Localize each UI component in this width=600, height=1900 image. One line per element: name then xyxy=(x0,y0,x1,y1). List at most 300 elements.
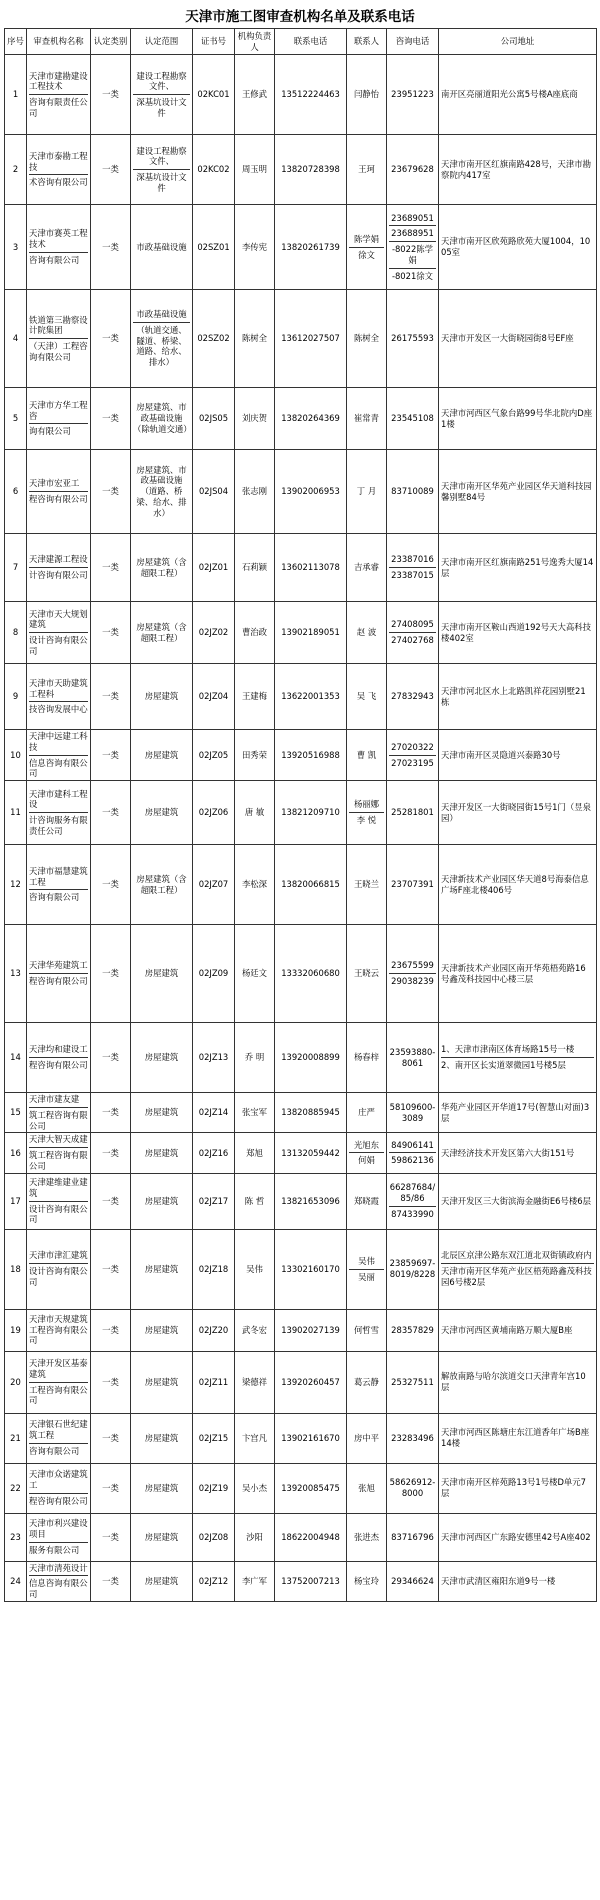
phone-number: 13820885945 xyxy=(275,1093,347,1133)
contact-name xyxy=(347,925,387,1023)
org-name xyxy=(27,55,91,135)
org-name xyxy=(27,1173,91,1229)
org-name-line: 天津市津汇建筑 xyxy=(29,1250,88,1261)
row-number: 20 xyxy=(5,1351,27,1413)
scope-line: 房屋建筑 xyxy=(144,1052,179,1063)
leader-name: 曹治政 xyxy=(235,602,275,664)
contact-name-line: 房中平 xyxy=(353,1432,380,1443)
contact-name xyxy=(347,1413,387,1463)
consult-phone xyxy=(387,534,439,602)
consult-phone-line: 58109600-3089 xyxy=(389,1101,436,1123)
leader-name: 张宝军 xyxy=(235,1093,275,1133)
contact-name xyxy=(347,602,387,664)
consult-phone-line: 28357829 xyxy=(391,1324,434,1335)
org-name xyxy=(27,925,91,1023)
address-line: 1、天津市津南区体育场路15号一楼 xyxy=(441,1044,575,1055)
cert-number: 02JZ14 xyxy=(193,1093,235,1133)
org-name-line: 咨询有限公司 xyxy=(29,889,88,903)
consult-phone-line: 87433990 xyxy=(389,1206,436,1220)
scope xyxy=(131,135,193,205)
address xyxy=(439,664,597,730)
consult-phone-line: 66287684/85/86 xyxy=(389,1182,436,1204)
address xyxy=(439,781,597,845)
category: 一类 xyxy=(91,664,131,730)
address xyxy=(439,845,597,925)
org-name xyxy=(27,1463,91,1513)
leader-name: 武冬宏 xyxy=(235,1309,275,1351)
consult-phone xyxy=(387,55,439,135)
row-number: 13 xyxy=(5,925,27,1023)
org-name-line: 信息咨询有限公司 xyxy=(29,755,88,780)
scope-line: 房屋建筑 xyxy=(144,968,179,979)
org-name-line: 天津市建友建 xyxy=(29,1094,80,1104)
category: 一类 xyxy=(91,1229,131,1309)
cert-number: 02JZ20 xyxy=(193,1309,235,1351)
address xyxy=(439,1023,597,1093)
category: 一类 xyxy=(91,1023,131,1093)
contact-name-line: 葛云静 xyxy=(353,1376,380,1387)
scope xyxy=(131,450,193,534)
leader-name: 王修武 xyxy=(235,55,275,135)
category: 一类 xyxy=(91,450,131,534)
table-row xyxy=(5,1513,597,1561)
phone-number: 13820264369 xyxy=(275,388,347,450)
contact-name xyxy=(347,1309,387,1351)
cert-number: 02JZ17 xyxy=(193,1173,235,1229)
category: 一类 xyxy=(91,290,131,388)
contact-name-line: 吴伟 xyxy=(358,1255,375,1266)
scope-line: 房屋建筑 xyxy=(144,1324,179,1335)
consult-phone xyxy=(387,1351,439,1413)
org-name xyxy=(27,135,91,205)
org-name-line: 服务有限公司 xyxy=(29,1542,88,1556)
leader-name: 周玉明 xyxy=(235,135,275,205)
cert-number: 02KC01 xyxy=(193,55,235,135)
scope-line: 房屋建筑 xyxy=(144,691,179,702)
table-row xyxy=(5,1413,597,1463)
org-name-line: 天津华苑建筑工 xyxy=(29,960,88,971)
scope xyxy=(131,602,193,664)
table-row xyxy=(5,290,597,388)
header-no: 序号 xyxy=(5,29,27,55)
consult-phone-line: 27832943 xyxy=(391,691,434,702)
row-number: 11 xyxy=(5,781,27,845)
contact-name-line: 张旭 xyxy=(358,1482,375,1493)
cert-number: 02KC02 xyxy=(193,135,235,205)
org-name xyxy=(27,1351,91,1413)
header-leader: 机构负责人 xyxy=(235,29,275,55)
header-contact: 联系人 xyxy=(347,29,387,55)
address-line: 天津开发区一大街晓园街15号1门（昱泉园） xyxy=(441,801,591,823)
phone-number: 13902189051 xyxy=(275,602,347,664)
scope xyxy=(131,1023,193,1093)
address-line: 天津市南开区灵隐道兴泰路30号 xyxy=(441,749,561,760)
org-name-line: 程咨询有限公司 xyxy=(29,491,88,505)
scope-line: 房屋建筑（含超限工程） xyxy=(136,556,187,578)
leader-name: 刘庆贺 xyxy=(235,388,275,450)
header-scope: 认定范围 xyxy=(131,29,193,55)
contact-name xyxy=(347,135,387,205)
org-name-line: 咨询有限公司 xyxy=(29,1443,88,1457)
contact-name-line: 王晓云 xyxy=(353,968,380,979)
consult-phone xyxy=(387,1133,439,1173)
leader-name: 陈树全 xyxy=(235,290,275,388)
phone-number: 13820066815 xyxy=(275,845,347,925)
org-name-line: 天津建源工程设 xyxy=(29,554,88,565)
contact-name-line: 庄严 xyxy=(358,1107,375,1118)
scope-line: 市政基础设施 xyxy=(136,241,187,252)
cert-number: 02SZ02 xyxy=(193,290,235,388)
category: 一类 xyxy=(91,1133,131,1173)
phone-number: 13132059442 xyxy=(275,1133,347,1173)
row-number: 14 xyxy=(5,1023,27,1093)
contact-name-line: 陈学娟 xyxy=(353,233,380,244)
scope xyxy=(131,534,193,602)
scope xyxy=(131,925,193,1023)
contact-name xyxy=(347,1173,387,1229)
table-row xyxy=(5,845,597,925)
consult-phone-line: 29038239 xyxy=(389,973,436,987)
org-name-line: 天津市天助建筑工程科 xyxy=(29,677,88,699)
cert-number: 02JS04 xyxy=(193,450,235,534)
category: 一类 xyxy=(91,1463,131,1513)
consult-phone-line: 27020322 xyxy=(391,741,434,752)
cert-number: 02JZ18 xyxy=(193,1229,235,1309)
org-name-line: 天津市建科工程设 xyxy=(29,788,88,810)
leader-name: 李广军 xyxy=(235,1561,275,1601)
row-number: 16 xyxy=(5,1133,27,1173)
org-name xyxy=(27,1229,91,1309)
consult-phone xyxy=(387,1463,439,1513)
contact-name xyxy=(347,290,387,388)
consult-phone-line: 27023195 xyxy=(389,755,436,769)
consult-phone xyxy=(387,135,439,205)
org-name-line: 咨询有限公司 xyxy=(29,252,88,266)
consult-phone xyxy=(387,1023,439,1093)
consult-phone xyxy=(387,1093,439,1133)
contact-name xyxy=(347,534,387,602)
contact-name xyxy=(347,730,387,781)
org-name-line: 计咨询有限公司 xyxy=(29,567,88,581)
contact-name-line: 闫静怡 xyxy=(353,89,380,100)
cert-number: 02JZ07 xyxy=(193,845,235,925)
row-number: 2 xyxy=(5,135,27,205)
row-number: 6 xyxy=(5,450,27,534)
scope-line: 建设工程勘察文件、 xyxy=(136,70,187,92)
scope-line: 房屋建筑 xyxy=(144,1263,179,1274)
address-line: 天津市南开区华苑产业区梧苑路鑫茂科技园6号楼2层 xyxy=(441,1263,594,1288)
org-name-line: 天津市众诺建筑工 xyxy=(29,1469,88,1491)
table-row xyxy=(5,135,597,205)
row-number: 12 xyxy=(5,845,27,925)
leader-name: 唐 敏 xyxy=(235,781,275,845)
org-name xyxy=(27,664,91,730)
leader-name: 卞宫凡 xyxy=(235,1413,275,1463)
contact-name xyxy=(347,55,387,135)
contact-name-line: 崔常青 xyxy=(353,413,380,424)
leader-name: 吴伟 xyxy=(235,1229,275,1309)
cert-number: 02JZ15 xyxy=(193,1413,235,1463)
org-name xyxy=(27,290,91,388)
address xyxy=(439,1229,597,1309)
phone-number: 13512224463 xyxy=(275,55,347,135)
category: 一类 xyxy=(91,781,131,845)
table-row xyxy=(5,1093,597,1133)
scope-line: 房屋建筑 xyxy=(144,749,179,760)
phone-number: 13332060680 xyxy=(275,925,347,1023)
contact-name xyxy=(347,1023,387,1093)
org-name-line: 天津市建勘建设工程技术 xyxy=(29,70,88,92)
row-number: 19 xyxy=(5,1309,27,1351)
address xyxy=(439,450,597,534)
scope-line: 房屋建筑 xyxy=(144,807,179,818)
scope xyxy=(131,1561,193,1601)
address-line: 天津新技术产业园区南开华苑梧苑路16号鑫茂科技园中心楼三层 xyxy=(441,962,586,984)
scope-line: 房屋建筑 xyxy=(144,1147,179,1158)
contact-name-line: 郑晓霞 xyxy=(353,1195,380,1206)
consult-phone-line: 27402768 xyxy=(389,632,436,646)
phone-number: 13821653096 xyxy=(275,1173,347,1229)
consult-phone-line: 23859697-8019/8228 xyxy=(389,1258,436,1279)
scope-line: 深基坑设计文件 xyxy=(133,169,190,194)
row-number: 9 xyxy=(5,664,27,730)
consult-phone xyxy=(387,290,439,388)
contact-name-line: 李 悦 xyxy=(349,812,384,826)
consult-phone xyxy=(387,1229,439,1309)
address-line: 华苑产业园区开华道17号(智慧山对面)3层 xyxy=(441,1101,590,1123)
table-body xyxy=(5,55,597,1602)
org-name xyxy=(27,1413,91,1463)
table-row xyxy=(5,1229,597,1309)
scope xyxy=(131,1093,193,1133)
row-number: 24 xyxy=(5,1561,27,1601)
scope xyxy=(131,1173,193,1229)
phone-number: 13612027507 xyxy=(275,290,347,388)
table-row xyxy=(5,1561,597,1601)
org-name xyxy=(27,1133,91,1173)
row-number: 18 xyxy=(5,1229,27,1309)
scope xyxy=(131,1229,193,1309)
scope-line: 房屋建筑 xyxy=(144,1575,179,1586)
scope xyxy=(131,730,193,781)
scope-line: 房屋建筑 xyxy=(144,1482,179,1493)
scope xyxy=(131,1133,193,1173)
cert-number: 02JZ11 xyxy=(193,1351,235,1413)
category: 一类 xyxy=(91,205,131,290)
consult-phone xyxy=(387,1173,439,1229)
address xyxy=(439,1093,597,1133)
address xyxy=(439,1513,597,1561)
table-row xyxy=(5,450,597,534)
consult-phone-line: 83710089 xyxy=(391,486,434,497)
row-number: 1 xyxy=(5,55,27,135)
org-name-line: 天津市天大规划建筑 xyxy=(29,608,88,630)
consult-phone xyxy=(387,1413,439,1463)
header-row xyxy=(5,29,597,55)
address-line: 天津市南开区欣苑路欣苑大厦1004，1005室 xyxy=(441,236,591,257)
consult-phone-line: 59862136 xyxy=(389,1152,436,1166)
address-line: 北辰区京津公路东双江道北双街镇政府内 xyxy=(441,1250,592,1261)
consult-phone-line: 23283496 xyxy=(391,1432,434,1443)
address-line: 天津市河西区广东路安德里42号A座402 xyxy=(441,1531,591,1542)
table-row xyxy=(5,730,597,781)
scope-line: 房屋建筑（含超限工程） xyxy=(136,873,187,895)
contact-name-line: 徐文 xyxy=(349,247,384,261)
address xyxy=(439,55,597,135)
consult-phone-line: 23387015 xyxy=(389,567,436,581)
leader-name: 乔 明 xyxy=(235,1023,275,1093)
category: 一类 xyxy=(91,1513,131,1561)
address xyxy=(439,1133,597,1173)
phone-number: 13302160170 xyxy=(275,1229,347,1309)
consult-phone xyxy=(387,925,439,1023)
cert-number: 02JS05 xyxy=(193,388,235,450)
address-line: 天津新技术产业园区华天道8号海泰信息广场F座北楼406号 xyxy=(441,873,589,895)
consult-phone xyxy=(387,205,439,290)
org-name-line: 筑工程咨询有限公司 xyxy=(29,1107,88,1132)
scope-line: 房屋建筑、市政基础设施（道路、桥梁、给水、排水） xyxy=(136,464,187,518)
phone-number: 13821209710 xyxy=(275,781,347,845)
consult-phone-line: -8021徐文 xyxy=(389,268,436,282)
contact-name xyxy=(347,388,387,450)
leader-name: 李传宪 xyxy=(235,205,275,290)
header-org: 审查机构名称 xyxy=(27,29,91,55)
consult-phone-line: 23689051 xyxy=(391,212,434,223)
category: 一类 xyxy=(91,845,131,925)
category: 一类 xyxy=(91,1093,131,1133)
leader-name: 王建梅 xyxy=(235,664,275,730)
address-line: 天津市河西区黄埔南路万顺大厦B座 xyxy=(441,1324,573,1335)
row-number: 4 xyxy=(5,290,27,388)
address-line: 2、南开区长实道翠微园1号楼5层 xyxy=(441,1057,594,1071)
contact-name xyxy=(347,664,387,730)
consult-phone-line: 23675599 xyxy=(391,960,434,971)
consult-phone-line: -8022陈学娟 xyxy=(389,241,436,266)
table-row xyxy=(5,1463,597,1513)
row-number: 10 xyxy=(5,730,27,781)
contact-name xyxy=(347,450,387,534)
org-name-line: 天津市清苑设计 xyxy=(29,1562,88,1573)
header-cert: 证书号 xyxy=(193,29,235,55)
category: 一类 xyxy=(91,1413,131,1463)
org-name xyxy=(27,1023,91,1093)
consult-phone xyxy=(387,730,439,781)
contact-name-line: 吴丽 xyxy=(349,1269,384,1283)
org-name-line: 程咨询有限公司 xyxy=(29,1493,88,1507)
address xyxy=(439,925,597,1023)
contact-name-line: 吉承睿 xyxy=(353,562,380,573)
consult-phone xyxy=(387,388,439,450)
address xyxy=(439,1173,597,1229)
org-name xyxy=(27,845,91,925)
leader-name: 吴小杰 xyxy=(235,1463,275,1513)
org-name xyxy=(27,1093,91,1133)
address-line: 天津经济技术开发区第六大街151号 xyxy=(441,1147,575,1158)
consult-phone-line: 25327511 xyxy=(391,1376,434,1387)
org-name xyxy=(27,1561,91,1601)
address-line: 天津市南开区华苑产业园区华天道科技园馨别墅84号 xyxy=(441,480,592,502)
address xyxy=(439,1561,597,1601)
header-phone: 联系电话 xyxy=(275,29,347,55)
address-line: 天津市南开区红旗南路251号逸秀大厦14层 xyxy=(441,556,594,578)
row-number: 23 xyxy=(5,1513,27,1561)
consult-phone-line: 23387016 xyxy=(391,554,434,565)
address xyxy=(439,290,597,388)
scope-line: 房屋建筑 xyxy=(144,1107,179,1118)
org-name xyxy=(27,450,91,534)
cert-number: 02SZ01 xyxy=(193,205,235,290)
scope xyxy=(131,1351,193,1413)
org-name-line: 天津银石世纪建筑工程 xyxy=(29,1419,88,1441)
category: 一类 xyxy=(91,1351,131,1413)
category: 一类 xyxy=(91,925,131,1023)
category: 一类 xyxy=(91,602,131,664)
phone-number: 13820728398 xyxy=(275,135,347,205)
category: 一类 xyxy=(91,1561,131,1601)
scope-line: 深基坑设计文件 xyxy=(133,94,190,119)
contact-name xyxy=(347,1229,387,1309)
contact-name-line: 杨春梓 xyxy=(353,1052,380,1063)
contact-name-line: 赵 波 xyxy=(356,627,377,638)
phone-number: 13902027139 xyxy=(275,1309,347,1351)
phone-number: 13602113078 xyxy=(275,534,347,602)
contact-name-line: 何哲雪 xyxy=(353,1324,380,1335)
table-row xyxy=(5,1133,597,1173)
scope xyxy=(131,55,193,135)
org-name-line: 技咨询发展中心 xyxy=(29,701,88,715)
consult-phone xyxy=(387,602,439,664)
cert-number: 02JZ01 xyxy=(193,534,235,602)
category: 一类 xyxy=(91,534,131,602)
scope xyxy=(131,1513,193,1561)
scope xyxy=(131,1413,193,1463)
scope xyxy=(131,1309,193,1351)
consult-phone xyxy=(387,781,439,845)
category: 一类 xyxy=(91,135,131,205)
address-line: 天津市开发区一大街晓园街8号EF座 xyxy=(441,333,574,344)
org-name-line: 设计咨询有限公司 xyxy=(29,1263,88,1288)
consult-phone-line: 27408095 xyxy=(391,619,434,630)
cert-number: 02JZ13 xyxy=(193,1023,235,1093)
phone-number: 13920260457 xyxy=(275,1351,347,1413)
address xyxy=(439,1413,597,1463)
table-row xyxy=(5,602,597,664)
address xyxy=(439,730,597,781)
row-number: 21 xyxy=(5,1413,27,1463)
cert-number: 02JZ08 xyxy=(193,1513,235,1561)
category: 一类 xyxy=(91,1309,131,1351)
scope xyxy=(131,845,193,925)
cert-number: 02JZ12 xyxy=(193,1561,235,1601)
org-name-line: 计咨询服务有限责任公司 xyxy=(29,812,88,837)
org-name-line: 信息咨询有限公司 xyxy=(29,1575,88,1600)
scope xyxy=(131,781,193,845)
consult-phone xyxy=(387,845,439,925)
institution-table xyxy=(4,28,597,1602)
org-name-line: 设计咨询有限公司 xyxy=(29,1201,88,1226)
consult-phone-line: 83716796 xyxy=(391,1531,434,1542)
cert-number: 02JZ19 xyxy=(193,1463,235,1513)
leader-name: 田秀荣 xyxy=(235,730,275,781)
consult-phone-line: 23951223 xyxy=(391,89,434,100)
address-line: 天津市武清区雍阳东道9号一楼 xyxy=(441,1575,556,1586)
contact-name xyxy=(347,1513,387,1561)
consult-phone xyxy=(387,664,439,730)
row-number: 17 xyxy=(5,1173,27,1229)
org-name-line: 询有限公司 xyxy=(29,423,88,437)
row-number: 22 xyxy=(5,1463,27,1513)
contact-name xyxy=(347,1093,387,1133)
